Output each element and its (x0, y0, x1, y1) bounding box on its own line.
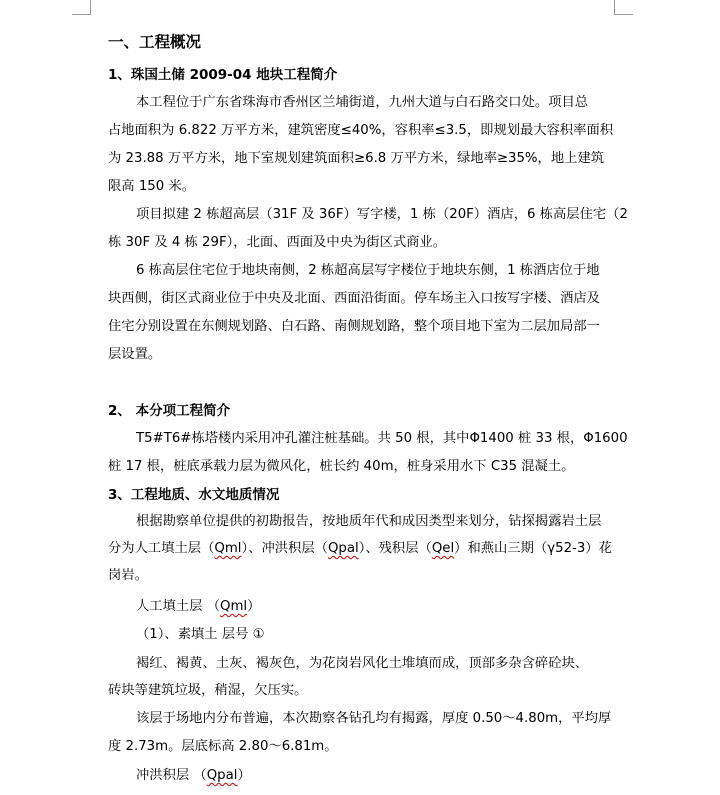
paragraph-line: 该层于场地内分布普遍，本次勘察各钻孔均有揭露，厚度 0.50～4.80m，平均厚 (136, 711, 612, 726)
paragraph-line: 砖块等建筑垃圾，稍湿，欠压实。 (108, 683, 308, 698)
spellcheck-word: Qml (220, 599, 248, 614)
text-run: ） (237, 768, 251, 783)
text-run: 冲洪积层 （ (136, 768, 207, 783)
section2-title: 2、 本分项工程简介 (108, 403, 231, 419)
spellcheck-word: Qml (214, 541, 242, 556)
paragraph-line: 岗岩。 (108, 568, 148, 583)
paragraph-line (108, 540, 612, 558)
paragraph-line: 块西侧，街区式商业位于中央及北面、西面沿街面。停车场主入口按写字楼、酒店及 (108, 291, 600, 306)
paragraph-line: 度 2.73m。层底标高 2.80～6.81m。 (108, 739, 338, 754)
section3-title: 3、工程地质、水文地质情况 (108, 487, 280, 503)
section1-title: 1、珠国土储 2009-04 地块工程简介 (108, 67, 338, 83)
paragraph-line: 层设置。 (108, 347, 162, 362)
paragraph-line: 占地面积为 6.822 万平方米，建筑密度≤40%，容积率≤3.5，即规划最大容积率面积 (108, 123, 614, 138)
text-run: ）和燕山三期（γ52-3）花 (454, 541, 612, 556)
page-corner-mark-left (72, 0, 91, 15)
paragraph-line: 褐红、褐黄、土灰、褐灰色，为花岗岩风化土堆填而成，顶部多杂含碎砼块、 (136, 656, 589, 671)
alluvial-layer-heading (136, 767, 251, 785)
paragraph-line: T5#T6#栋塔楼内采用冲孔灌注桩基础。共 50 根，其中Φ1400 桩 33 根，Φ1600 (136, 431, 628, 446)
text-run: ） (247, 599, 261, 614)
paragraph-line: 项目拟建 2 栋超高层（31F 及 36F）写字楼，1 栋（20F）酒店，6 栋高层住宅（2 (136, 207, 628, 222)
paragraph-line: 6 栋高层住宅位于地块南侧，2 栋超高层写字楼位于地块东侧，1 栋酒店位于地 (136, 263, 600, 278)
paragraph-line: 根据勘察单位提供的初勘报告，按地质年代和成因类型来划分，钻探揭露岩土层 (136, 514, 602, 529)
text-run: 分为人工填土层（ (108, 541, 215, 556)
text-run: ）、冲洪积层（ (241, 541, 328, 556)
text-run: 人工填土层 （ (136, 599, 221, 614)
fill-layer-heading (136, 598, 260, 616)
paragraph-line: 本工程位于广东省珠海市香州区兰埔街道，九州大道与白石路交口处。项目总 (136, 95, 589, 110)
heading-project-overview: 一、工程概况 (108, 33, 202, 51)
page-corner-mark-right (614, 0, 633, 15)
paragraph-line: 桩 17 根，桩底承载力层为微风化，桩长约 40m，桩身采用水下 C35 混凝土。 (108, 459, 575, 474)
paragraph-line: 住宅分别设置在东侧规划路、白石路、南侧规划路，整个项目地下室为二层加局部一 (108, 319, 600, 334)
sub-item-heading: （1）、素填土 层号 ① (136, 627, 265, 642)
spellcheck-word: Qpal (206, 768, 238, 783)
text-run: ）、残积层（ (358, 541, 432, 556)
spellcheck-word: Qel (431, 541, 455, 556)
paragraph-line: 为 23.88 万平方米，地下室规划建筑面积≥6.8 万平方米，绿地率≥35%，地上建筑 (108, 151, 605, 166)
paragraph-line: 限高 150 米。 (108, 179, 196, 194)
spellcheck-word: Qpal (327, 541, 359, 556)
paragraph-line: 栋 30F 及 4 栋 29F），北面、西面及中央为街区式商业。 (108, 235, 447, 250)
